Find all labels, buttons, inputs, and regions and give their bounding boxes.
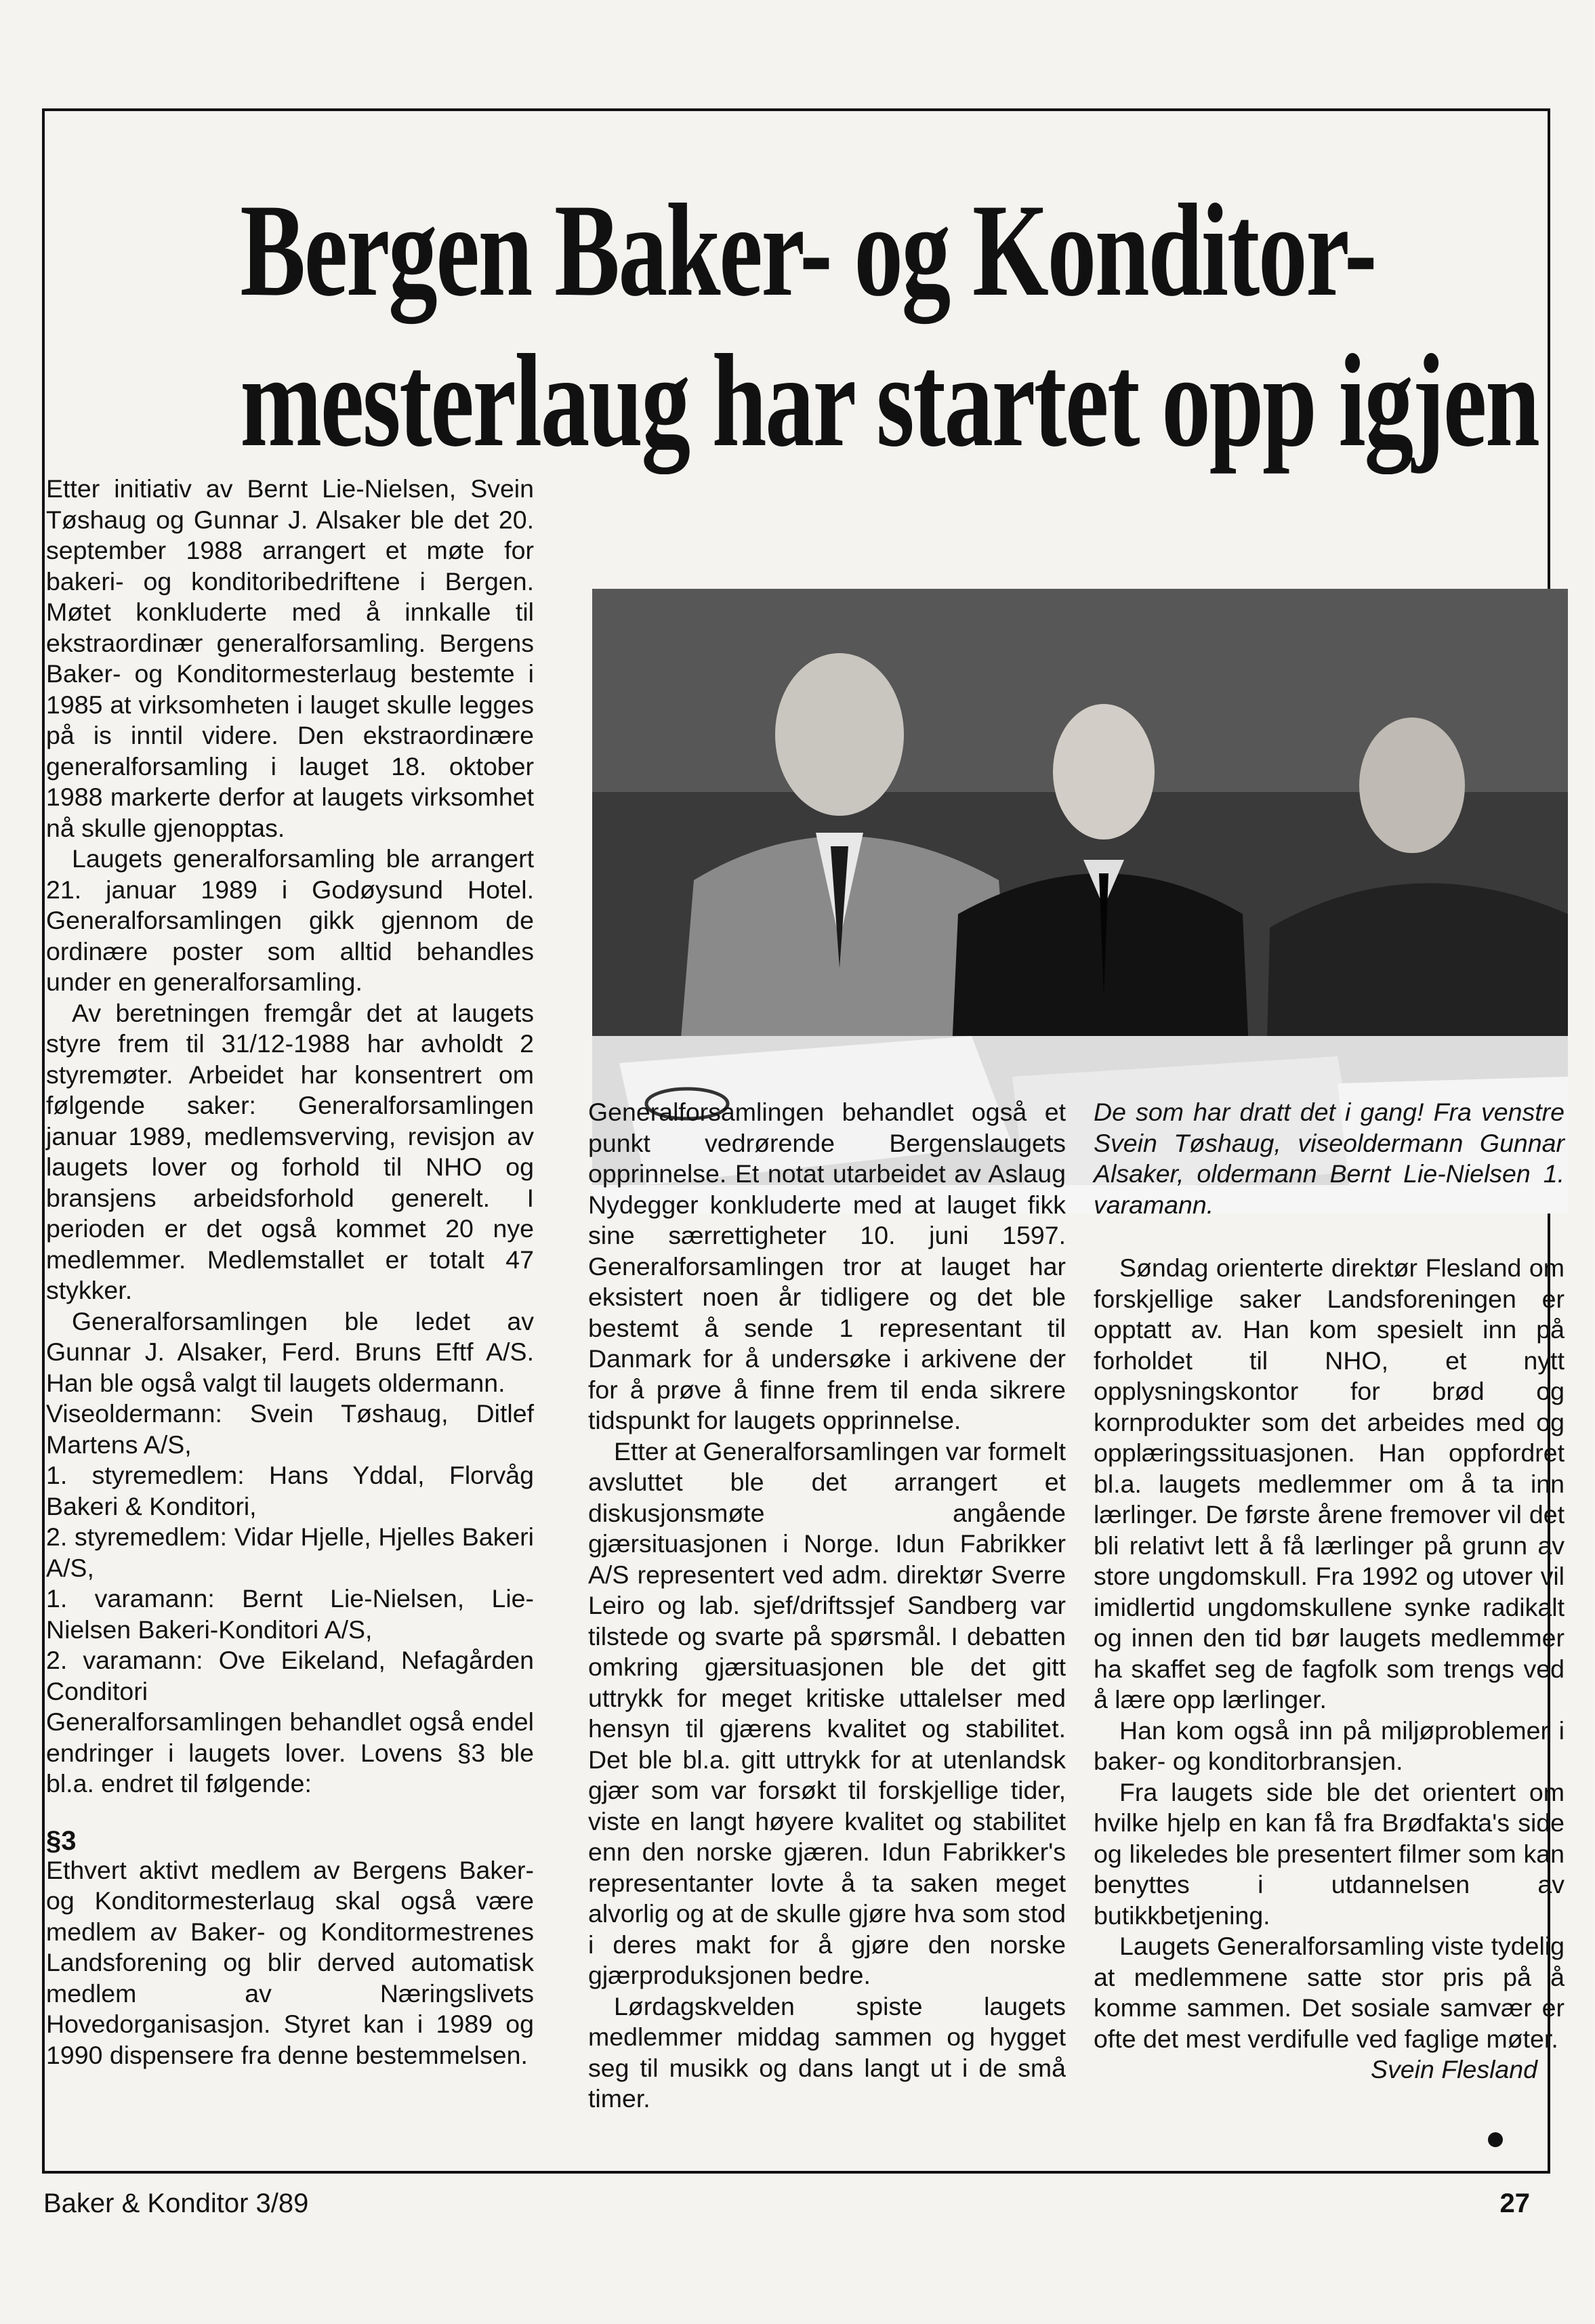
column-2 [588, 1097, 1066, 2115]
col1-paragraph: Generalforsamlingen ble ledet av Gunnar J. Alsaker, Ferd. Bruns Eftf A/S. Han ble også valgt til laugets oldermann. [46, 1306, 534, 1397]
publication-footer: Baker & Konditor 3/89 [43, 2188, 309, 2218]
headline [240, 175, 1539, 476]
board-member: 1. varamann: Bernt Lie-Nielsen, Lie-Nielsen Bakeri-Konditori A/S, [46, 1584, 534, 1644]
col2-paragraph: Etter at Generalforsamlingen var formelt avsluttet ble det arrangert et diskusjonsmøte angående gjærsituasjonen i Norge. Idun Fabrikker A/S representert ved adm. direktør Sverre Leiro og lab. sjef/driftssjef Sandberg var tilstede og svarte på spørsmål. I debatten omkring gjærsituasjonen ble det gitt uttrykk for meget kritiske uttalelser med hensyn til gjærens kvalitet og stabilitet. Det ble bl.a. gitt uttrykk for at utenlandsk gjær som var forsøkt til forskjellige tider, viste en langt høyere kvalitet og stabilitet enn den norske gjæren. Idun Fabrikker's representanter lovte å ta saken meget alvorlig og at de skulle gjøre hva som stod i deres makt for å gjøre den norske gjærproduksjonen bedre. [588, 1436, 1066, 1989]
col2-paragraph: Lørdagskvelden spiste laugets medlemmer middag sammen og hygget seg til musikk og dans langt ut i de små timer. [588, 1991, 1066, 2113]
col3-paragraph: Han kom også inn på miljøproblemer i baker- og konditorbransjen. [1094, 1716, 1565, 1775]
column-1 [46, 474, 534, 2071]
col1-paragraph: Generalforsamlingen behandlet også endel endringer i laugets lover. Lovens §3 ble bl.a. endret til følgende: [46, 1707, 534, 1798]
headline-line-1: Bergen Baker- og Konditor- [240, 177, 1376, 324]
board-member: 1. styremedlem: Hans Yddal, Florvåg Bakeri & Konditori, [46, 1461, 534, 1520]
board-member: Viseoldermann: Svein Tøshaug, Ditlef Martens A/S, [46, 1399, 534, 1459]
col1-paragraph: Laugets generalforsamling ble arrangert 21. januar 1989 i Godøysund Hotel. Generalforsamlingen gikk gjennom de ordinære poster som alltid behandles under en generalforsamling. [46, 844, 534, 996]
col1-paragraph: Av beretningen fremgår det at laugets styre frem til 31/12-1988 har avholdt 2 styremøter. Arbeidet har konsentrert om følgende saker: Generalforsamlingen januar 1989, medlemsverving, revisjon av laugets lover og forhold til NHO og bransjens arbeidsforhold generelt. I perioden er det også kommet 20 nye medlemmer. Medlemstallet er totalt 47 stykker. [46, 998, 534, 1304]
board-member: 2. varamann: Ove Eikeland, Nefagården Conditori [46, 1646, 534, 1705]
photo-caption: De som har dratt det i gang! Fra venstre Svein Tøshaug, viseoldermann Gunnar Alsaker, oldermann Bernt Lie-Nielsen 1. varamann. [1094, 1098, 1565, 1219]
col3-paragraph: Søndag orienterte direktør Flesland om forskjellige saker Landsforeningen er opptatt av. Han kom spesielt inn på forholdet til NHO, et nytt opplysningskontor for brød og kornprodukter som det arbeides med og opplæringssituasjonen. Han oppfordret bl.a. laugets medlemmer om å ta inn lærlinger. De første årene fremover vil det bli relativt lett å få lærlinger på grunn av store ungdomskull. Fra 1992 og utover vil imidlertid ungdomskullene synke radikalt og innen den tid bør laugets medlemmer ha skaffet seg de fagfolk som trengs ved å lære opp lærlinger. [1094, 1253, 1565, 1714]
board-member: 2. styremedlem: Vidar Hjelle, Hjelles Bakeri A/S, [46, 1522, 534, 1582]
byline: Svein Flesland [1371, 2055, 1537, 2083]
headline-line-2: mesterlaug har startet opp igjen [240, 327, 1539, 474]
end-bullet-icon [1488, 2132, 1503, 2147]
col2-paragraph: Generalforsamlingen behandlet også et punkt vedrørende Bergenslaugets opprinnelse. Et notat utarbeidet av Aslaug Nydegger konkluderte med at lauget fikk sine særrettigheter 10. juni 1597. Generalforsamlingen tror at lauget har eksistert noen år tidligere og det ble bestemt å sende 1 representant til Danmark for å undersøke i arkivene der for å prøve å finne frem til enda sikrere tidspunkt for laugets opprinnelse. [588, 1098, 1066, 1434]
col3-paragraph: Laugets Generalforsamling viste tydelig at medlemmene satte stor pris på å komme sammen. Det sosiale samvær er ofte det mest verdifulle ved faglige møter. [1094, 1932, 1565, 2053]
section-text: Ethvert aktivt medlem av Bergens Baker- og Konditormesterlaug skal også være medlem av Baker- og Konditormestrenes Landsforening og blir derved automatisk medlem av Næringslivets Hovedorganisasjon. Styret kan i 1989 og 1990 dispensere fra denne bestemmelsen. [46, 1855, 534, 2069]
col3-paragraph: Fra laugets side ble det orientert om hvilke hjelp en kan få fra Brødfakta's side og likeledes ble presentert filmer som kan benyttes i utdannelsen av butikkbetjening. [1094, 1777, 1565, 1930]
article-frame [42, 108, 1565, 2174]
section-mark: §3 [46, 1825, 77, 1856]
column-3 [1094, 1097, 1565, 2086]
page-number: 27 [1499, 2188, 1530, 2218]
col1-paragraph: Etter initiativ av Bernt Lie-Nielsen, Svein Tøshaug og Gunnar J. Alsaker ble det 20. september 1988 arrangert et møte for bakeri- og konditoribedriftene i Bergen. Møtet konkluderte med å innkalle til ekstraordinær generalforsamling. Bergens Baker- og Konditormesterlaug bestemte i 1985 at virksomheten i lauget skulle legges på is inntil videre. Den ekstraordinære generalforsamling i lauget 18. oktober 1988 markerte derfor at laugets virksomhet nå skulle gjenopptas. [46, 474, 534, 842]
